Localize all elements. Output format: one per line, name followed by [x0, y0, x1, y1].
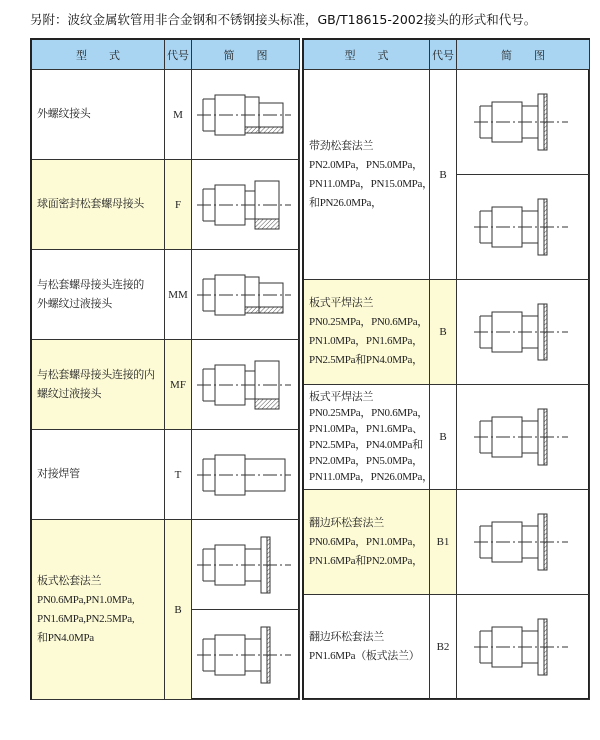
header-type: 型 式	[304, 40, 430, 70]
row-code-cell: B	[430, 70, 457, 280]
butt-weld-pipe-diagram-icon	[192, 430, 300, 520]
type-line: PN1.6MPa（板式法兰）	[309, 650, 420, 662]
type-line: 球面密封松套螺母接头	[37, 198, 144, 210]
type-line: 与松套螺母接头连接的	[37, 278, 144, 291]
type-text	[37, 276, 144, 314]
type-line: PN1.6MPa,PN2.5MPa,	[37, 612, 135, 625]
row-code-cell: B2	[430, 595, 457, 700]
type-line: PN1.6MPa和PN2.0MPa，	[309, 554, 423, 567]
row-type-cell	[304, 280, 430, 385]
type-line: PN2.5MPa和PN4.0MPa，	[309, 354, 423, 366]
type-text	[37, 195, 144, 214]
type-line: PN2.5MPa，PN4.0MPa和	[309, 439, 423, 451]
male-thread-fitting-diagram-icon	[192, 70, 300, 160]
header-code: 代号	[165, 40, 192, 70]
row-type-cell	[32, 70, 165, 160]
row-type-cell	[304, 595, 430, 700]
type-text	[37, 572, 134, 648]
type-line: 对接焊管	[37, 468, 80, 480]
type-text	[309, 628, 419, 666]
row-code-cell: B	[430, 385, 457, 490]
row-code-cell: B1	[430, 490, 457, 595]
header-code: 代号	[430, 40, 457, 70]
row-type-cell	[304, 490, 430, 595]
type-text	[37, 465, 80, 484]
type-line: 板式平焊法兰	[309, 297, 374, 309]
row-type-cell	[32, 250, 165, 340]
type-line: PN0.6MPa,PN1.0MPa,	[37, 593, 135, 606]
type-line: PN2.0MPa，PN5.0MPa，	[309, 158, 423, 171]
type-line: 翻边环松套法兰	[309, 631, 384, 643]
type-line: 和PN4.0MPa	[37, 631, 94, 644]
type-text	[37, 366, 155, 404]
type-line: 板式松套法兰	[37, 574, 102, 587]
right-table	[302, 38, 590, 700]
type-line: 与松套螺母接头连接的内	[37, 368, 155, 381]
header-diagram: 简 图	[192, 40, 300, 70]
slip-on-flange-diagram-icon	[457, 385, 590, 490]
lap-joint-plate-flange-diagram-icon	[457, 595, 590, 700]
row-type-cell	[32, 430, 165, 520]
type-line: 外螺纹接头	[37, 108, 91, 120]
female-adapter-diagram-icon	[192, 340, 300, 430]
type-line: PN11.0MPa，PN15.0MPa，	[309, 177, 433, 190]
lap-joint-flange-diagram-icon	[457, 490, 590, 595]
type-line: PN11.0MPa，PN26.0MPa，	[309, 471, 433, 483]
row-code-cell: M	[165, 70, 192, 160]
slip-on-flange-diagram-icon	[457, 280, 590, 385]
type-line: PN0.25MPa，PN0.6MPa，	[309, 316, 428, 328]
left-table	[30, 38, 300, 700]
male-adapter-diagram-icon	[192, 250, 300, 340]
type-line: PN2.0MPa，PN5.0MPa，	[309, 455, 423, 467]
type-text	[37, 105, 91, 124]
type-line: PN1.0MPa，PN1.6MPa，	[309, 335, 423, 347]
row-type-cell	[304, 385, 433, 490]
row-code-cell: MM	[165, 250, 192, 340]
type-text	[309, 294, 428, 370]
type-line: 翻边环松套法兰	[309, 516, 384, 529]
type-line: 螺纹过液接头	[37, 387, 102, 400]
type-line: PN0.6MPa，PN1.0MPa，	[309, 535, 423, 548]
row-type-cell	[32, 160, 165, 250]
row-code-cell: B	[165, 520, 192, 700]
neck-flange-diagram-icon	[457, 70, 590, 175]
row-type-cell	[32, 520, 165, 700]
type-line: 带劲松套法兰	[309, 139, 374, 152]
type-text	[309, 389, 433, 485]
header-type: 型 式	[32, 40, 165, 70]
row-code-cell: B	[430, 280, 457, 385]
neck-flange-diagram-icon	[457, 175, 590, 280]
page-title: 另附：波纹金属软管用非合金钢和不锈钢接头标准，GB/T18615-2002接头的形式和代号。	[30, 12, 537, 27]
loose-flange-diagram-icon	[192, 520, 300, 610]
type-text	[309, 137, 433, 213]
header-diagram: 简 图	[457, 40, 590, 70]
type-line: 和PN26.0MPa，	[309, 196, 382, 209]
row-code-cell: F	[165, 160, 192, 250]
type-text	[309, 514, 423, 571]
type-line: 外螺纹过液接头	[37, 297, 112, 310]
row-code-cell: T	[165, 430, 192, 520]
loose-flange-diagram-icon	[192, 610, 300, 700]
type-line: PN1.0MPa，PN1.6MPa、	[309, 423, 423, 435]
swivel-nut-fitting-diagram-icon	[192, 160, 300, 250]
row-type-cell	[304, 70, 433, 280]
type-line: PN0.25MPa，PN0.6MPa，	[309, 407, 428, 419]
row-type-cell	[32, 340, 165, 430]
row-code-cell: MF	[165, 340, 192, 430]
type-line: 板式平焊法兰	[309, 391, 374, 403]
